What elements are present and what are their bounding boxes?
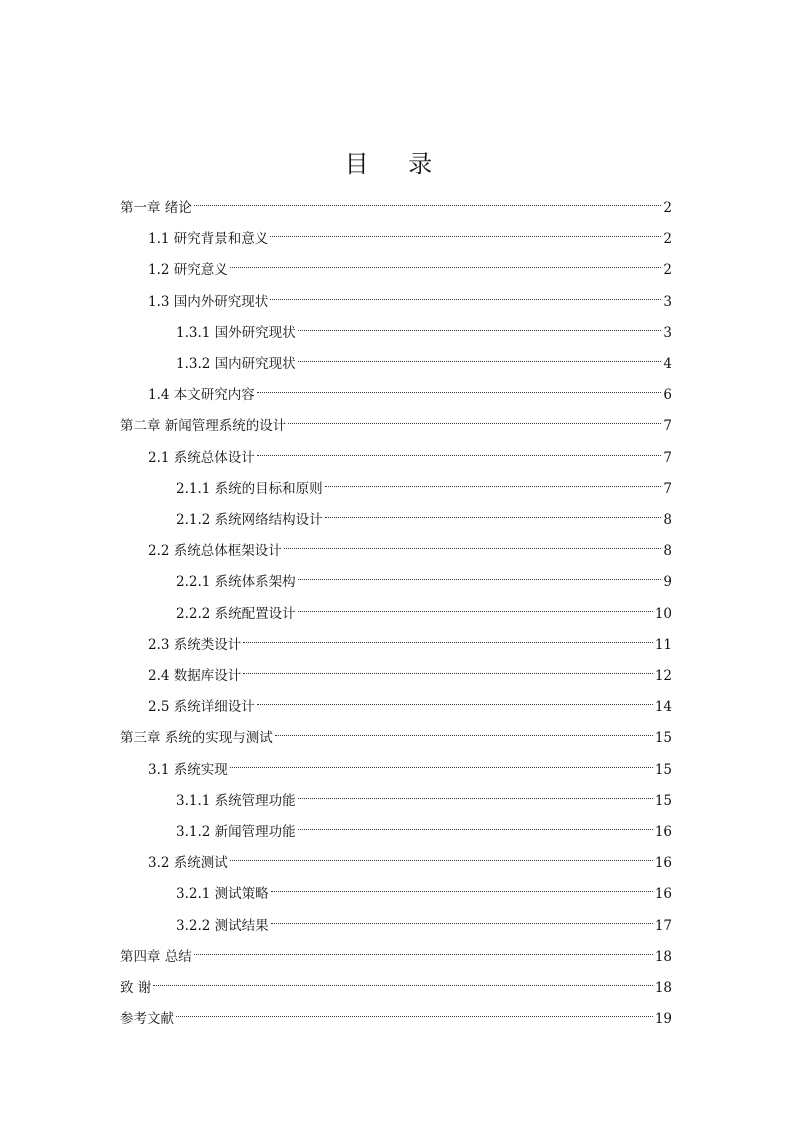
toc-entry-label: 2.3 系统类设计 bbox=[148, 636, 242, 653]
toc-dot-leader bbox=[257, 377, 662, 399]
toc-entry[interactable] bbox=[148, 252, 672, 279]
toc-title: 目 录 bbox=[344, 150, 449, 178]
toc-entry[interactable] bbox=[176, 471, 672, 497]
toc-dot-leader bbox=[298, 596, 653, 618]
toc-dot-leader bbox=[325, 471, 662, 493]
toc-entry-label: 参考文献 bbox=[120, 1011, 174, 1028]
toc-entry[interactable] bbox=[148, 284, 672, 310]
toc-entry-label: 2.2.2 系统配置设计 bbox=[176, 605, 296, 622]
toc-entry-label: 3.1.2 新闻管理功能 bbox=[176, 824, 296, 840]
toc-entry-label: 3.1.1 系统管理功能 bbox=[176, 792, 296, 809]
toc-entry-label: 2.1.2 系统网络结构设计 bbox=[176, 512, 323, 528]
toc-dot-leader bbox=[288, 408, 661, 430]
toc-entry[interactable] bbox=[176, 315, 672, 341]
toc-entry-label: 3.1 系统实现 bbox=[148, 761, 228, 778]
toc-entry[interactable] bbox=[148, 845, 672, 872]
toc-entry[interactable] bbox=[120, 970, 672, 996]
toc-entry[interactable] bbox=[148, 377, 672, 404]
toc-entry-label: 第三章 系统的实现与测试 bbox=[120, 730, 273, 747]
toc-entry-page-number: 11 bbox=[654, 636, 672, 653]
toc-dot-leader bbox=[153, 970, 653, 992]
toc-dot-leader bbox=[257, 440, 662, 462]
toc-entry-label: 2.2.1 系统体系架构 bbox=[176, 574, 296, 591]
toc-entry[interactable] bbox=[176, 596, 672, 622]
toc-entry-label: 第一章 绪论 bbox=[120, 200, 192, 216]
toc-entry[interactable] bbox=[120, 1001, 672, 1028]
toc-entry[interactable] bbox=[120, 720, 672, 747]
toc-dot-leader bbox=[325, 502, 662, 524]
toc-entry-page-number: 16 bbox=[654, 855, 672, 872]
toc-dot-leader bbox=[298, 783, 653, 805]
toc-dot-leader bbox=[230, 845, 653, 867]
toc-entry-page-number: 19 bbox=[654, 1011, 672, 1028]
toc-entry[interactable] bbox=[176, 502, 672, 528]
toc-entry-page-number: 7 bbox=[663, 480, 672, 497]
toc-entry[interactable] bbox=[148, 627, 672, 653]
toc-dot-leader bbox=[230, 752, 653, 774]
toc-entry-page-number: 18 bbox=[654, 980, 672, 996]
toc-entry[interactable] bbox=[176, 908, 672, 934]
toc-entry-label: 2.1 系统总体设计 bbox=[148, 449, 255, 466]
toc-entry-label: 3.2.1 测试策略 bbox=[176, 886, 269, 903]
toc-entry-page-number: 3 bbox=[663, 324, 672, 341]
toc-entry-label: 1.3.2 国内研究现状 bbox=[176, 356, 296, 372]
toc-entry-page-number: 2 bbox=[663, 231, 672, 248]
toc-entry[interactable] bbox=[120, 939, 672, 965]
toc-dot-leader bbox=[230, 252, 662, 274]
toc-dot-leader bbox=[270, 284, 661, 306]
toc-entry-page-number: 15 bbox=[654, 730, 672, 747]
toc-entry[interactable] bbox=[148, 752, 672, 778]
toc-entry-page-number: 8 bbox=[663, 543, 672, 560]
toc-entry-page-number: 3 bbox=[663, 293, 672, 310]
toc-entry[interactable] bbox=[176, 346, 672, 372]
toc-dot-leader bbox=[243, 658, 653, 680]
toc-entry-label: 1.2 研究意义 bbox=[148, 262, 228, 279]
toc-dot-leader bbox=[298, 315, 662, 337]
toc-dot-leader bbox=[257, 689, 653, 711]
toc-entry-page-number: 2 bbox=[663, 262, 672, 279]
toc-entry-label: 1.4 本文研究内容 bbox=[148, 387, 255, 404]
toc-entry[interactable] bbox=[176, 564, 672, 591]
toc-entry-page-number: 18 bbox=[654, 948, 672, 965]
toc-entry-label: 1.3.1 国外研究现状 bbox=[176, 324, 296, 341]
toc-entry-page-number: 16 bbox=[654, 824, 672, 840]
toc-dot-leader bbox=[298, 814, 653, 836]
toc-dot-leader bbox=[194, 190, 662, 212]
toc-entry-label: 3.2.2 测试结果 bbox=[176, 917, 269, 934]
toc-entry-page-number: 7 bbox=[663, 449, 672, 466]
toc-entry[interactable] bbox=[176, 876, 672, 903]
toc-dot-leader bbox=[298, 346, 662, 368]
toc-entry-page-number: 10 bbox=[654, 605, 672, 622]
toc-entry-label: 2.4 数据库设计 bbox=[148, 668, 242, 684]
toc-dot-leader bbox=[284, 533, 662, 555]
toc-dot-leader bbox=[275, 720, 653, 742]
toc-entry-page-number: 9 bbox=[663, 574, 672, 591]
toc-entry[interactable] bbox=[148, 221, 672, 248]
toc-entry-label: 2.1.1 系统的目标和原则 bbox=[176, 480, 323, 497]
toc-entry[interactable] bbox=[148, 689, 672, 716]
toc-entry-label: 3.2 系统测试 bbox=[148, 855, 228, 872]
toc-entry-label: 1.3 国内外研究现状 bbox=[148, 293, 269, 310]
toc-entry-page-number: 2 bbox=[663, 200, 672, 216]
toc-entry-page-number: 15 bbox=[654, 792, 672, 809]
toc-dot-leader bbox=[176, 1001, 653, 1023]
toc-entry-page-number: 16 bbox=[654, 886, 672, 903]
toc-entry-page-number: 15 bbox=[654, 761, 672, 778]
toc-dot-leader bbox=[271, 908, 653, 930]
toc-entry-label: 第四章 总结 bbox=[120, 948, 192, 965]
toc-entry-page-number: 17 bbox=[654, 917, 672, 934]
toc-entry[interactable] bbox=[176, 814, 672, 840]
toc-dot-leader bbox=[270, 221, 661, 243]
toc-entry-label: 第二章 新闻管理系统的设计 bbox=[120, 418, 287, 435]
toc-entry[interactable] bbox=[120, 408, 672, 435]
toc-entry-page-number: 8 bbox=[663, 512, 672, 528]
toc-entry-label: 2.2 系统总体框架设计 bbox=[148, 543, 282, 560]
toc-dot-leader bbox=[194, 939, 653, 961]
toc-entry-label: 1.1 研究背景和意义 bbox=[148, 231, 269, 248]
toc-entry[interactable] bbox=[120, 190, 672, 216]
toc-entry-page-number: 7 bbox=[663, 418, 672, 435]
toc-entry-page-number: 14 bbox=[654, 699, 672, 716]
toc-entry-label: 2.5 系统详细设计 bbox=[148, 699, 255, 716]
toc-dot-leader bbox=[298, 564, 662, 586]
toc-entry[interactable] bbox=[176, 783, 672, 809]
toc-entry[interactable] bbox=[148, 658, 672, 684]
toc-dot-leader bbox=[243, 627, 653, 649]
toc-entry-page-number: 4 bbox=[663, 356, 672, 372]
toc-entry-label: 致 谢 bbox=[120, 980, 152, 996]
toc-entry-page-number: 6 bbox=[663, 387, 672, 404]
toc-entry[interactable] bbox=[148, 440, 672, 466]
toc-entry-page-number: 12 bbox=[654, 668, 672, 684]
toc-entry[interactable] bbox=[148, 533, 672, 560]
toc-dot-leader bbox=[271, 876, 653, 898]
